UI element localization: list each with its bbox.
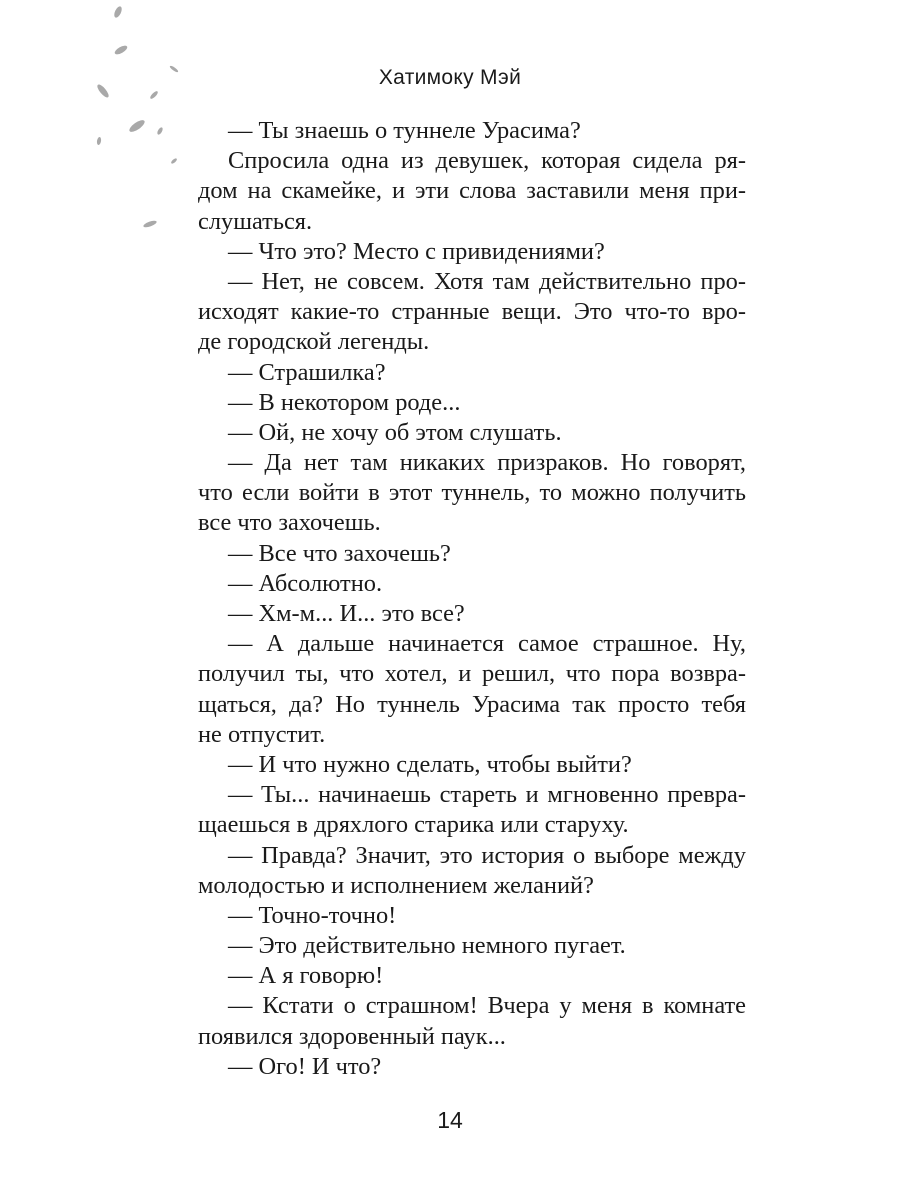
text-line: — Да нет там никаких призраков. Но говорят,: [228, 449, 746, 477]
text-line: получил ты, что хотел, и решил, что пора возвра-: [198, 660, 746, 688]
leaf-icon: [96, 137, 101, 146]
text-line: — Абсолютно.: [228, 569, 383, 597]
text-line: все что захочешь.: [198, 509, 381, 537]
leaf-icon: [143, 219, 158, 228]
leaf-icon: [113, 44, 128, 56]
text-line: де городской легенды.: [198, 328, 430, 356]
text-line: — Все что захочешь?: [228, 539, 451, 567]
text-line: — Кстати о страшном! Вчера у меня в комнате: [228, 992, 746, 1020]
text-line: появился здоровенный паук...: [198, 1022, 506, 1050]
text-line: не отпустит.: [198, 720, 326, 748]
leaf-icon: [149, 90, 159, 100]
text-line: — Страшилка?: [228, 358, 386, 386]
text-line: — В некотором роде...: [228, 388, 461, 416]
leaf-icon: [128, 118, 147, 134]
body-text: [198, 116, 746, 1082]
text-line: — Нет, не совсем. Хотя там действительно про-: [228, 267, 746, 295]
text-line: — А дальше начинается самое страшное. Ну,: [228, 630, 746, 658]
running-header-author: Хатимоку Мэй: [378, 66, 522, 89]
page-number: 14: [437, 1107, 463, 1133]
text-line: молодостью и исполнением желаний?: [198, 871, 594, 899]
text-line: — И что нужно сделать, чтобы выйти?: [228, 750, 632, 778]
text-line: что если войти в этот туннель, то можно получить: [198, 479, 746, 507]
text-line: — Хм-м... И... это все?: [228, 600, 465, 627]
text-line: — Ты... начинаешь стареть и мгновенно превра-: [228, 781, 746, 809]
leaf-icon: [113, 5, 124, 18]
text-line: щаешься в дряхлого старика или старуху.: [198, 811, 629, 839]
leaf-icon: [156, 127, 163, 136]
text-line: Спросила одна из девушек, которая сидела ря-: [228, 147, 746, 175]
text-line: — Это действительно немного пугает.: [228, 932, 626, 960]
text-line: дом на скамейке, и эти слова заставили меня при-: [198, 177, 746, 205]
text-line: — Ого! И что?: [228, 1052, 382, 1080]
text-line: — Правда? Значит, это история о выборе между: [228, 841, 746, 869]
text-line: — Ты знаешь о туннеле Урасима?: [228, 117, 581, 144]
text-line: исходят какие-то странные вещи. Это что-то вро-: [198, 298, 746, 326]
text-line: — Точно-точно!: [228, 901, 397, 929]
text-line: — Что это? Место с привидениями?: [228, 237, 605, 265]
text-line: — Ой, не хочу об этом слушать.: [228, 418, 562, 446]
text-line: слушаться.: [198, 207, 313, 235]
falling-leaves-decoration: [0, 0, 220, 260]
text-line: щаться, да? Но туннель Урасима так просто тебя: [198, 690, 746, 718]
text-line: — А я говорю!: [228, 962, 384, 990]
leaf-icon: [170, 158, 177, 165]
